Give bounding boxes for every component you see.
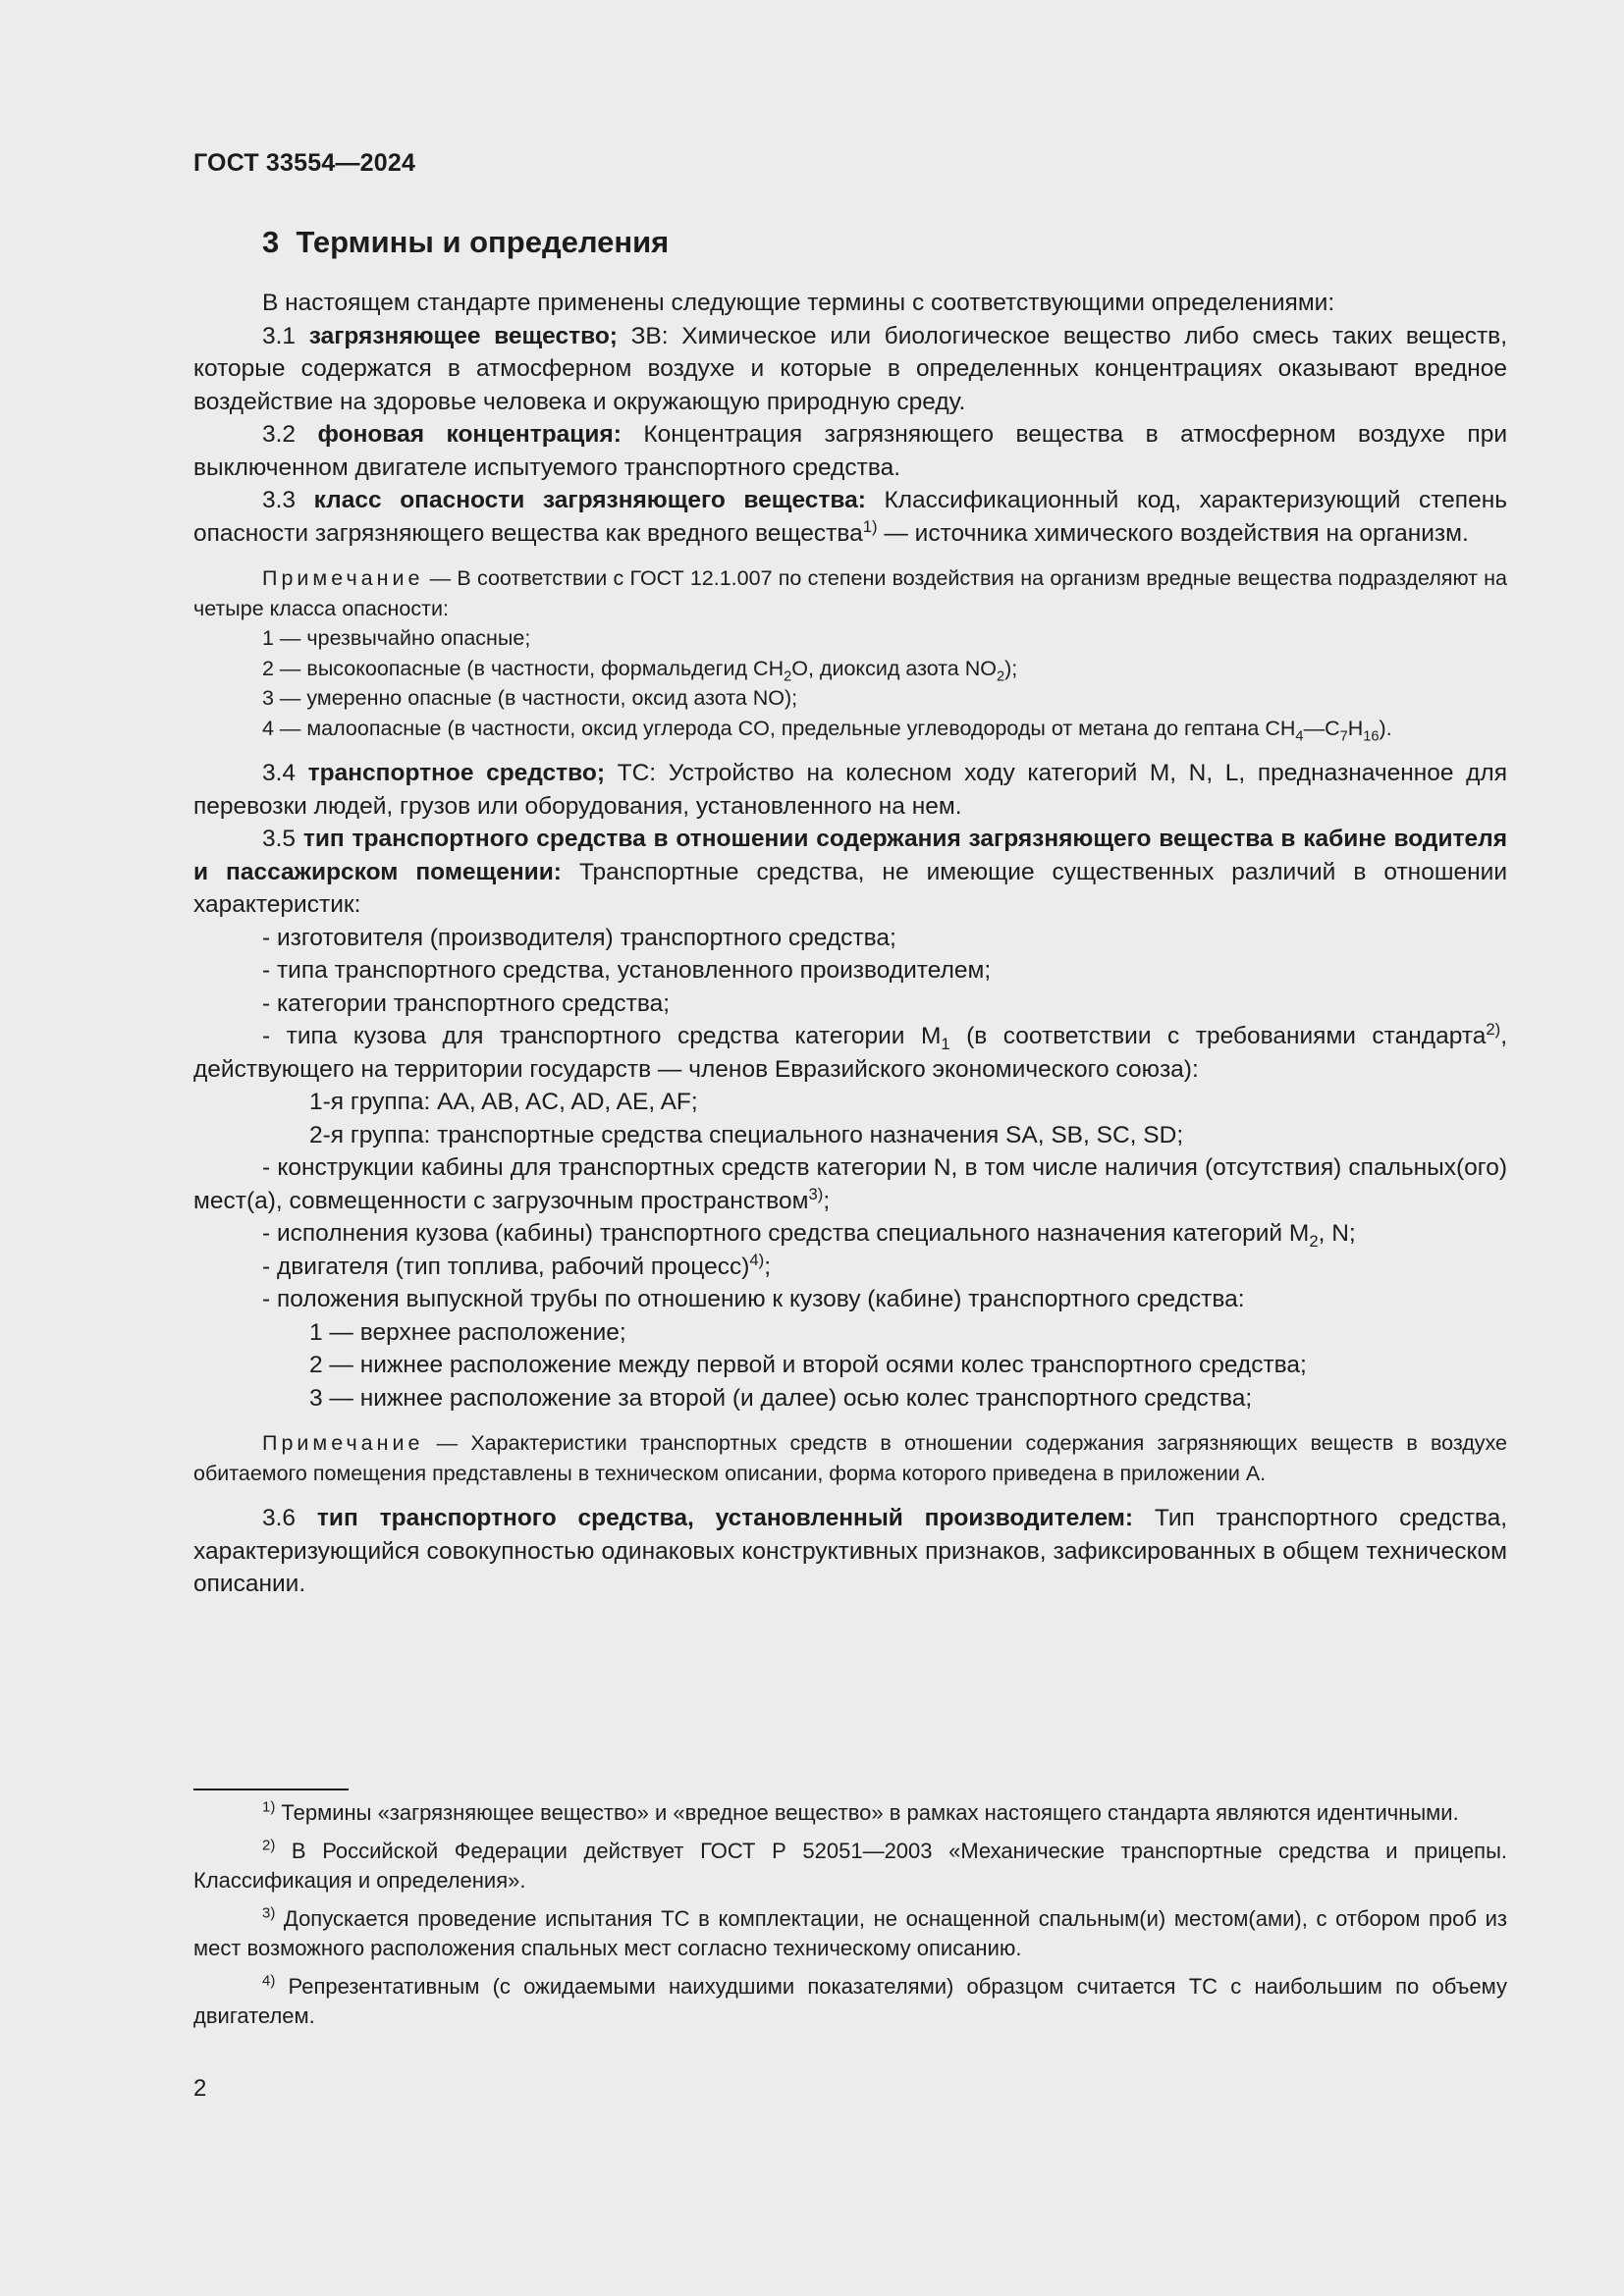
term-name: класс опасности загрязняющего вещества: (313, 487, 866, 513)
note-1 (193, 563, 1507, 623)
text: - конструкции кабины для транспортных средств категории N, в том числе наличия (отсутствия) спальных(ого) мест(а), совмещенности с загрузочным пространством (193, 1154, 1507, 1214)
footnote (193, 1798, 1507, 1829)
text: ; (764, 1253, 772, 1280)
section-title (262, 225, 669, 260)
term-definition: ТС: Устройство на колесном ходу категорий M, N, L, предназначенное для перевозки людей, грузов или оборудования, установленного на нем. (193, 760, 1507, 820)
term-definition-cont: — источника химического воздействия на организм. (877, 519, 1469, 547)
group-item: 2-я группа: транспортные средства специального назначения SA, SB, SC, SD; (309, 1121, 1184, 1148)
list-item (193, 1020, 1507, 1086)
page-number: 2 (193, 2075, 207, 2102)
intro-paragraph: В настоящем стандарте применены следующие термины с соответствующими определениями: (262, 290, 1335, 316)
text: - исполнения кузова (кабины) транспортного средства специального назначения категорий M (262, 1220, 1310, 1247)
pipe-position-item: 1 — верхнее расположение; (309, 1318, 626, 1346)
term-definition: Концентрация загрязняющего вещества в атмосферном воздухе при выключенном двигателе испытуемого транспортного средства. (193, 421, 1508, 481)
note-label: Примечание (262, 566, 424, 590)
note-text: — В соответствии с ГОСТ 12.1.007 по степени воздействия на организм вредные вещества подразделяют на четыре класса опасности: (193, 566, 1507, 620)
list-item: - типа транспортного средства, установленного производителем; (262, 957, 992, 984)
term-name: фоновая концентрация: (317, 421, 622, 448)
term-definition: Тип транспортного средства, характеризующийся совокупностью одинаковых конструктивных признаков, зафиксированных в общем техническом описании. (193, 1505, 1507, 1597)
text: O, диоксид азота NO (791, 656, 997, 680)
footnote-mark: 4) (262, 1972, 276, 1990)
subscript: 7 (1339, 727, 1348, 744)
footnote-mark: 3) (262, 1904, 276, 1922)
hazard-class-1: 1 — чрезвычайно опасные; (262, 626, 531, 650)
term-number: 3.5 (262, 826, 297, 852)
subscript: 4 (1295, 727, 1304, 744)
term-name: тип транспортного средства в отношении содержания загрязняющего вещества в кабине водителя и пассажирском помещении: (193, 826, 1507, 885)
term-number: 3.3 (262, 487, 297, 513)
pipe-position-item: 3 — нижнее расположение за второй (и далее) осью колес транспортного средства; (309, 1384, 1253, 1412)
term-3-3 (193, 484, 1507, 550)
pipe-position-item: 2 — нижнее расположение между первой и второй осями колес транспортного средства; (309, 1352, 1307, 1378)
text: ). (1379, 716, 1392, 740)
list-item: - категории транспортного средства; (262, 989, 671, 1017)
term-name: загрязняющее вещество; (308, 322, 618, 349)
text: ); (1004, 656, 1018, 680)
term-3-4 (193, 757, 1507, 823)
hazard-class-4 (193, 714, 1507, 744)
footnote-ref: 3) (808, 1184, 824, 1203)
document-header: ГОСТ 33554—2024 (193, 149, 416, 177)
subscript: 1 (941, 1034, 950, 1053)
term-definition: Транспортные средства, не имеющие существенных различий в отношении характеристик: (193, 858, 1508, 918)
list-item (193, 1151, 1507, 1217)
term-definition: ЗВ: Химическое или биологическое вещество либо смесь таких веществ, которые содержатся в атмосферном воздухе и которые в определенных концентрациях оказывают вредное воздействие на здоровье человека и окружающую природную среду. (193, 322, 1507, 415)
footnote (193, 1837, 1507, 1896)
footnote (193, 1972, 1507, 2032)
list-item: - положения выпускной трубы по отношению к кузову (кабине) транспортного средства: (262, 1286, 1245, 1312)
term-name: транспортное средство; (307, 760, 606, 786)
term-3-5 (193, 823, 1507, 922)
footnote-text: Допускается проведение испытания ТС в комплектации, не оснащенной спальным(и) местом(ами), с отбором проб из мест возможного расположения спальных мест согласно техническому описанию. (193, 1905, 1507, 1960)
term-number: 3.4 (262, 760, 297, 786)
text: - двигателя (тип топлива, рабочий процесс) (262, 1253, 750, 1280)
footnote-ref: 1) (862, 516, 878, 536)
group-item: 1-я группа: AA, AB, AC, AD, AE, AF; (309, 1089, 698, 1115)
footnote-mark: 2) (262, 1837, 276, 1854)
footnote-mark: 1) (262, 1798, 276, 1816)
text: 4 — малоопасные (в частности, оксид углерода CO, предельные углеводороды от метана до гептана CH (262, 716, 1296, 740)
footnote-ref: 4) (749, 1250, 765, 1269)
text: —C (1303, 716, 1340, 740)
term-3-6 (193, 1502, 1507, 1601)
footnotes (193, 1798, 1507, 2040)
subscript: 2 (784, 667, 792, 684)
list-item (193, 1251, 1507, 1284)
text: H (1347, 716, 1364, 740)
list-item (193, 1217, 1507, 1251)
text: ; (823, 1187, 831, 1214)
footnote-text: Репрезентативным (с ожидаемыми наихудшими показателями) образцом считается ТС с наибольшим по объему двигателем. (193, 1973, 1507, 2028)
section-title-text: Термины и определения (296, 225, 670, 259)
footnote-separator (193, 1789, 349, 1790)
section-number: 3 (262, 225, 280, 259)
footnote-ref: 2) (1486, 1019, 1501, 1039)
footnote-text: Термины «загрязняющее вещество» и «вредное вещество» в рамках настоящего стандарта являются идентичными. (275, 1800, 1459, 1825)
term-number: 3.2 (262, 421, 297, 448)
term-number: 3.1 (262, 322, 297, 349)
note-2 (193, 1428, 1507, 1488)
footnote (193, 1904, 1507, 1964)
text: (в соответствии с требованиями стандарта (949, 1023, 1487, 1049)
list-item: - изготовителя (производителя) транспортного средства; (262, 924, 896, 951)
text: , N; (1318, 1220, 1356, 1247)
footnote-text: В Российской Федерации действует ГОСТ Р 52051—2003 «Механические транспортные средства и прицепы. Классификация и определения». (193, 1838, 1507, 1893)
text: 2 — высокоопасные (в частности, формальдегид CH (262, 656, 785, 680)
hazard-class-2 (193, 654, 1507, 684)
term-3-2 (193, 418, 1507, 484)
term-number: 3.6 (262, 1505, 297, 1531)
text: - типа кузова для транспортного средства категории M (262, 1023, 942, 1049)
term-3-1 (193, 320, 1507, 419)
note-text: — Характеристики транспортных средств в отношении содержания загрязняющих веществ в воздухе обитаемого помещения представлены в техническом описании, форма которого приведена в приложении А. (193, 1431, 1507, 1485)
note-label: Примечание (262, 1431, 424, 1455)
term-name: тип транспортного средства, установленный производителем: (316, 1505, 1134, 1531)
subscript: 2 (996, 667, 1005, 684)
document-body (193, 287, 1507, 1601)
hazard-class-3: 3 — умеренно опасные (в частности, оксид азота NO); (262, 686, 798, 710)
term-definition: Классификационный код, характеризующий степень опасности загрязняющего вещества как вредного вещества (193, 487, 1507, 547)
subscript: 16 (1363, 727, 1380, 744)
subscript: 2 (1309, 1231, 1319, 1251)
text: , действующего на территории государств — членов Евразийского экономического союза): (193, 1023, 1507, 1083)
